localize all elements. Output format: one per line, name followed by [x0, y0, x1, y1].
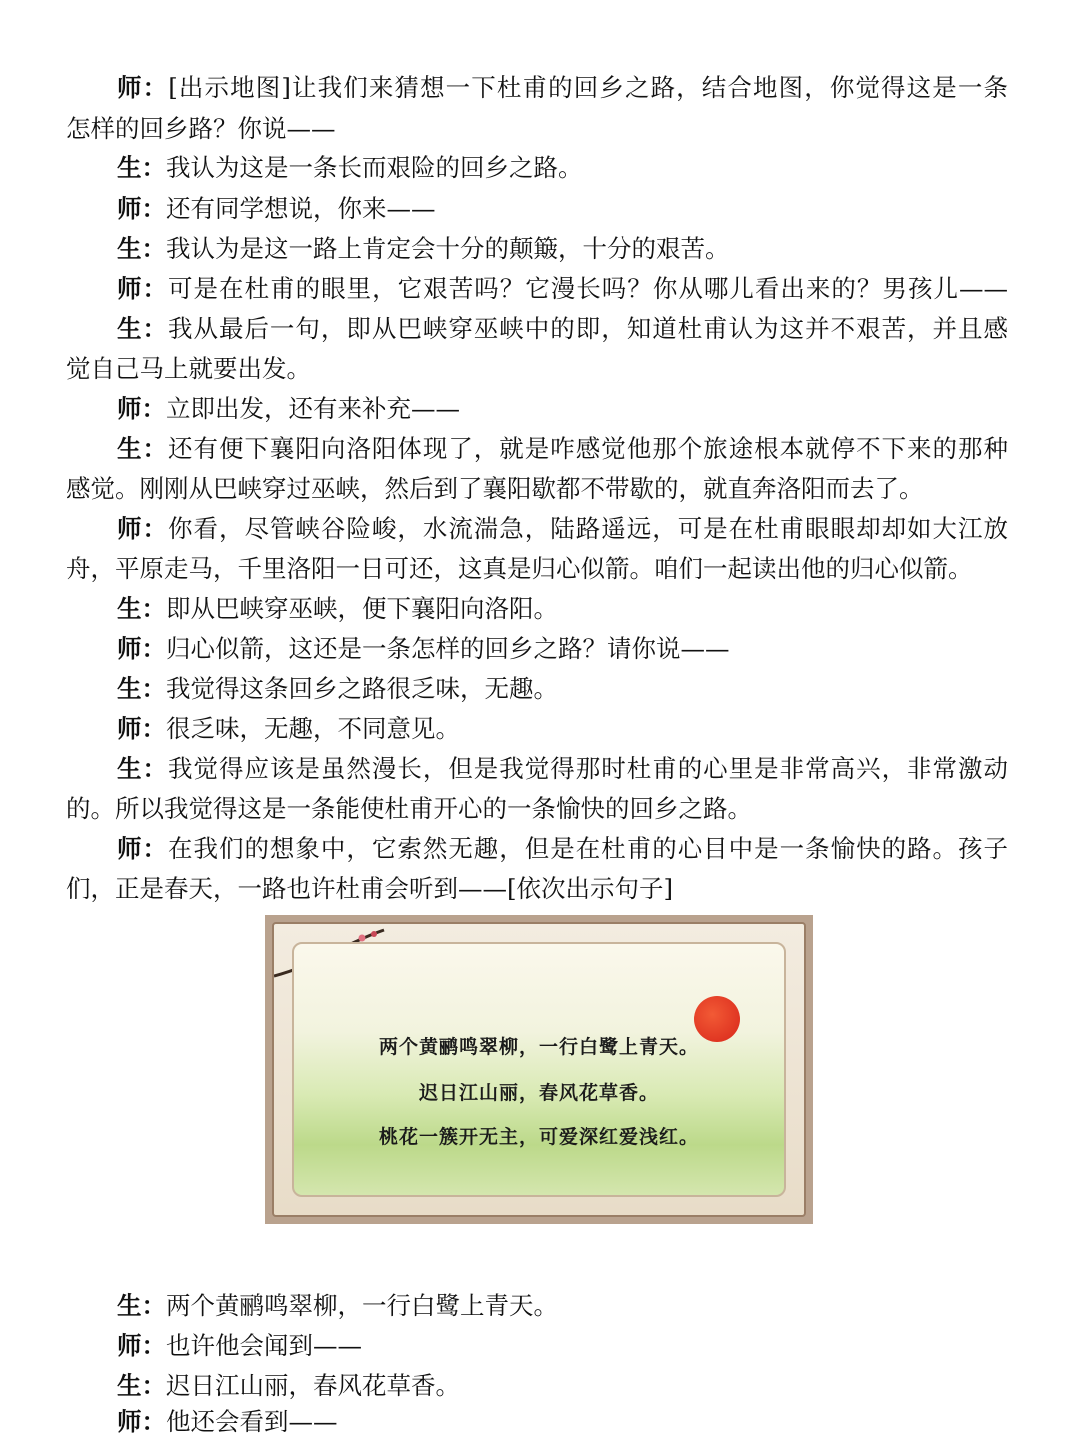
line-text: 迟日江山丽，春风花草香。 — [166, 1371, 460, 1400]
picture-frame — [272, 922, 806, 1217]
line-text: 我觉得这条回乡之路很乏味，无趣。 — [166, 674, 558, 703]
dialogue-line — [66, 869, 1080, 909]
line-text: 可是在杜甫的眼里，它艰苦吗？它漫长吗？你从哪儿看出来的？男孩儿—— — [168, 274, 1008, 303]
line-text: 也许他会闻到—— — [166, 1331, 362, 1360]
dialogue-line — [117, 429, 1008, 469]
speaker-label: 师： — [117, 194, 166, 223]
line-text: 在我们的想象中，它索然无趣，但是在杜甫的心目中是一条愉快的路。孩子 — [167, 834, 1009, 863]
dialogue-line — [117, 589, 1080, 629]
speaker-label: 师： — [117, 834, 168, 863]
dialogue-line — [117, 829, 1008, 869]
line-text: 还有同学想说，你来—— — [166, 194, 436, 223]
speaker-label: 师： — [117, 1407, 166, 1436]
speaker-label: 生： — [117, 234, 166, 263]
dialogue-line — [66, 109, 1080, 149]
line-text: [出示地图]让我们来猜想一下杜甫的回乡之路，结合地图，你觉得这是一条 — [168, 73, 1009, 102]
speaker-label: 师： — [117, 514, 168, 543]
line-text: 觉自己马上就要出发。 — [66, 354, 311, 383]
line-text: 你看，尽管峡谷险峻，水流湍急，陆路遥远，可是在杜甫眼眼却却如大江放 — [167, 514, 1009, 543]
dialogue-line — [117, 389, 1080, 429]
line-text: 我从最后一句，即从巴峡穿巫峡中的即，知道杜甫认为这并不艰苦，并且感 — [167, 314, 1009, 343]
picture-scene — [292, 942, 786, 1197]
line-text: 怎样的回乡路？你说—— — [66, 114, 336, 143]
speaker-label: 生： — [117, 594, 166, 623]
speaker-label: 生： — [117, 434, 168, 463]
dialogue-line — [117, 709, 1080, 749]
dialogue-line — [66, 349, 1080, 389]
poem-line: 迟日江山丽，春风花草香。 — [418, 1082, 659, 1104]
speaker-label: 生： — [117, 674, 166, 703]
dialogue-line — [117, 229, 1080, 269]
speaker-label: 生： — [117, 1371, 166, 1400]
speaker-label: 师： — [117, 274, 169, 303]
poem-line: 两个黄鹂鸣翠柳，一行白鹭上青天。 — [378, 1036, 699, 1058]
line-text: 他还会看到—— — [166, 1407, 338, 1436]
line-text: 我认为是这一路上肯定会十分的颠簸，十分的艰苦。 — [166, 234, 730, 263]
dialogue-line — [117, 1366, 1080, 1406]
line-text: 舟，平原走马，千里洛阳一日可还，这真是归心似箭。咱们一起读出他的归心似箭。 — [66, 554, 973, 583]
poem-line: 桃花一簇开无主，可爱深红爱浅红。 — [378, 1126, 699, 1148]
dialogue-line — [117, 669, 1080, 709]
line-text: 归心似箭，这还是一条怎样的回乡之路？请你说—— — [166, 634, 730, 663]
dialogue-line — [117, 189, 1080, 229]
dialogue-line — [66, 549, 1080, 589]
line-text: 的。所以我觉得这是一条能使杜甫开心的一条愉快的回乡之路。 — [66, 794, 752, 823]
line-text: 即从巴峡穿巫峡，便下襄阳向洛阳。 — [166, 594, 558, 623]
speaker-label: 师： — [117, 73, 169, 102]
line-text: 两个黄鹂鸣翠柳，一行白鹭上青天。 — [166, 1291, 558, 1320]
line-text: 我认为这是一条长而艰险的回乡之路。 — [166, 153, 583, 182]
speaker-label: 师： — [117, 1331, 166, 1360]
speaker-label: 生： — [117, 754, 168, 783]
speaker-label: 师： — [117, 634, 166, 663]
speaker-label: 生： — [117, 153, 166, 182]
speaker-label: 生： — [117, 314, 168, 343]
line-text: 感觉。刚刚从巴峡穿过巫峡，然后到了襄阳歇都不带歇的，就直奔洛阳而去了。 — [66, 474, 924, 503]
dialogue-line — [117, 1402, 1080, 1442]
dialogue-line — [66, 469, 1080, 509]
line-text: 还有便下襄阳向洛阳体现了，就是咋感觉他那个旅途根本就停不下来的那种 — [167, 434, 1009, 463]
dialogue-line — [117, 309, 1008, 349]
dialogue-line — [117, 1326, 1080, 1366]
dialogue-line — [117, 509, 1008, 549]
dialogue-line — [117, 1286, 1080, 1326]
dialogue-line — [117, 629, 1080, 669]
dialogue-line — [117, 749, 1008, 789]
poem-picture — [265, 915, 813, 1224]
speaker-label: 师： — [117, 714, 166, 743]
dialogue-line — [66, 789, 1080, 829]
line-text: 我觉得应该是虽然漫长，但是我觉得那时杜甫的心里是非常高兴，非常激动 — [167, 754, 1009, 783]
dialogue-line — [117, 269, 1008, 309]
dialogue-line — [117, 68, 1008, 108]
line-text: 们，正是春天，一路也许杜甫会听到——[依次出示句子] — [66, 874, 674, 903]
line-text: 很乏味，无趣，不同意见。 — [166, 714, 460, 743]
dialogue-line — [117, 148, 1080, 188]
line-text: 立即出发，还有来补充—— — [166, 394, 460, 423]
speaker-label: 生： — [117, 1291, 166, 1320]
speaker-label: 师： — [117, 394, 166, 423]
